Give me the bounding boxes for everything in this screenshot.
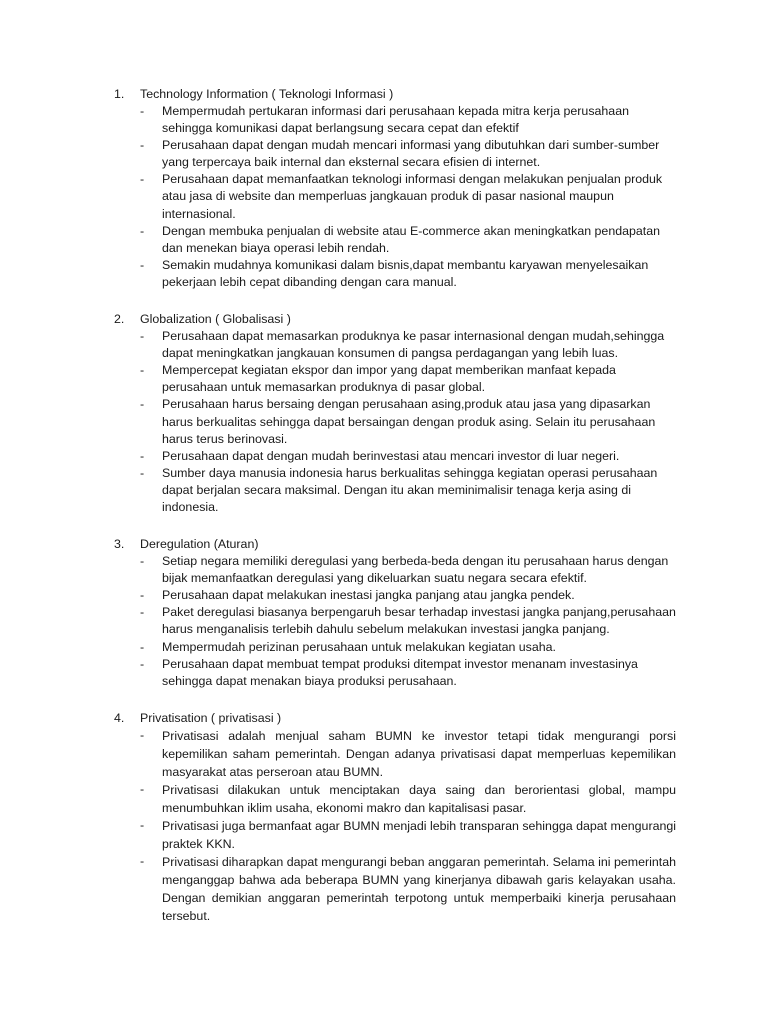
section-heading <box>114 710 676 727</box>
list-item <box>114 553 676 587</box>
list-item-text: Perusahaan dapat memasarkan produknya ke pasar internasional dengan mudah,sehingga dapat meningkatkan jangkauan konsumen di pangsa perdagangan yang lebih luas. <box>162 329 665 361</box>
bullet-marker: - <box>140 448 145 463</box>
bullet-marker: - <box>140 817 145 832</box>
list-item-text: Perusahaan dapat melakukan inestasi jangka panjang atau jangka pendek. <box>162 588 575 603</box>
bullet-marker: - <box>140 727 145 742</box>
section-number: 3. <box>114 537 125 552</box>
list-item <box>114 727 676 781</box>
list-item-text: Paket deregulasi biasanya berpengaruh besar terhadap investasi jangka panjang,perusahaan harus menganalisis terlebih dahulu sebelum melakukan investasi jangka panjang. <box>162 605 676 637</box>
list-item <box>114 396 676 447</box>
list-item-text: Dengan membuka penjualan di website atau E-commerce akan meningkatkan pendapatan dan menekan biaya operasi lebih rendah. <box>162 223 661 255</box>
list-item-text: Privatisasi adalah menjual saham BUMN ke investor tetapi tidak mengurangi porsi kepemilikan saham pemerintah. Dengan adanya privatisasi dapat memperluas kepemilikan masyarakat atas perseroan atau BUMN. <box>162 728 676 779</box>
bullet-marker: - <box>140 329 145 344</box>
bullet-marker: - <box>140 853 145 868</box>
bullet-list <box>114 553 676 690</box>
list-item-text: Mempercepat kegiatan ekspor dan impor yang dapat memberikan manfaat kepada perusahaan untuk memasarkan produknya di pasar global. <box>162 363 616 395</box>
list-item <box>114 171 676 222</box>
section-heading <box>114 86 676 103</box>
list-item-text: Privatisasi diharapkan dapat mengurangi beban anggaran pemerintah. Selama ini pemerintah menganggap bahwa ada beberapa BUMN yang kinerjanya dibawah garis kelayakan usaha. Dengan demikian anggaran pemerintah terpotong untuk memperbaiki kinerja perusahaan tersebut. <box>162 854 676 923</box>
bullet-list <box>114 328 676 516</box>
section-number: 4. <box>114 710 125 725</box>
list-item <box>114 656 676 690</box>
section-number: 1. <box>114 87 125 101</box>
section-globalization <box>114 311 676 516</box>
list-item <box>114 137 676 171</box>
bullet-marker: - <box>140 781 145 796</box>
bullet-list <box>114 103 676 291</box>
document-body <box>114 86 676 945</box>
section-title: Deregulation (Aturan) <box>140 537 259 552</box>
bullet-marker: - <box>140 656 145 671</box>
list-item <box>114 362 676 396</box>
list-item-text: Perusahaan dapat dengan mudah berinvestasi atau mencari investor di luar negeri. <box>162 448 620 463</box>
list-item-text: Sumber daya manusia indonesia harus berkualitas sehingga kegiatan operasi perusahaan dapat berjalan secara maksimal. Dengan itu akan meminimalisir tenaga kerja asing di indonesia. <box>162 465 658 514</box>
section-heading <box>114 536 676 553</box>
section-title: Globalization ( Globalisasi ) <box>140 312 291 327</box>
list-item-text: Perusahaan dapat membuat tempat produksi ditempat investor menanam investasinya sehingga dapat menakan biaya produksi perusahaan. <box>162 656 638 688</box>
bullet-marker: - <box>140 639 145 654</box>
bullet-marker: - <box>140 588 145 603</box>
list-item-text: Perusahaan harus bersaing dengan perusahaan asing,produk atau jasa yang dipasarkan harus berkualitas sehingga dapat bersaingan dengan produk asing. Selain itu perusahaan harus terus berinovasi. <box>162 397 656 446</box>
section-title: Technology Information ( Teknologi Informasi ) <box>140 87 394 101</box>
list-item <box>114 328 676 362</box>
bullet-marker: - <box>140 257 145 272</box>
list-item <box>114 465 676 516</box>
bullet-marker: - <box>140 465 145 480</box>
list-item-text: Setiap negara memiliki deregulasi yang berbeda-beda dengan itu perusahaan harus dengan bijak memanfaatkan deregulasi yang dikeluarkan suatu negara secara efektif. <box>162 554 669 586</box>
bullet-marker: - <box>140 138 145 153</box>
list-item-text: Perusahaan dapat dengan mudah mencari informasi yang dibutuhkan dari sumber-sumber yang terpercaya baik internal dan eksternal secara efisien di internet. <box>162 138 660 170</box>
list-item-text: Perusahaan dapat memanfaatkan teknologi informasi dengan melakukan penjualan produk atau jasa di website dan memperluas jangkauan produk di pasar nasional maupun internasional. <box>162 172 663 221</box>
section-heading <box>114 311 676 328</box>
list-item <box>114 587 676 604</box>
section-number: 2. <box>114 312 125 327</box>
list-item-text: Mempermudah pertukaran informasi dari perusahaan kepada mitra kerja perusahaan sehingga komunikasi dapat berlangsung secara cepat dan efektif <box>162 104 629 136</box>
bullet-marker: - <box>140 172 145 187</box>
list-item-text: Mempermudah perizinan perusahaan untuk melakukan kegiatan usaha. <box>162 639 556 654</box>
bullet-marker: - <box>140 554 145 569</box>
bullet-marker: - <box>140 397 145 412</box>
list-item <box>114 639 676 656</box>
bullet-marker: - <box>140 223 145 238</box>
section-deregulation <box>114 536 676 690</box>
list-item-text: Privatisasi dilakukan untuk menciptakan daya saing dan berorientasi global, mampu menumbuhkan iklim usaha, ekonomi makro dan kapitalisasi pasar. <box>162 782 676 815</box>
list-item <box>114 781 676 817</box>
section-title: Privatisation ( privatisasi ) <box>140 710 282 725</box>
list-item <box>114 817 676 853</box>
bullet-marker: - <box>140 104 145 118</box>
list-item-text: Semakin mudahnya komunikasi dalam bisnis,dapat membantu karyawan menyelesaikan pekerjaan lebih cepat dibanding dengan cara manual. <box>162 257 649 289</box>
bullet-list <box>114 727 676 925</box>
section-technology-information <box>114 86 676 291</box>
bullet-marker: - <box>140 605 145 620</box>
list-item-text: Privatisasi juga bermanfaat agar BUMN menjadi lebih transparan sehingga dapat mengurangi praktek KKN. <box>162 818 676 851</box>
list-item <box>114 223 676 257</box>
list-item <box>114 853 676 925</box>
list-item <box>114 103 676 137</box>
list-item <box>114 448 676 465</box>
bullet-marker: - <box>140 363 145 378</box>
section-privatisation <box>114 710 676 925</box>
list-item <box>114 604 676 638</box>
list-item <box>114 257 676 291</box>
